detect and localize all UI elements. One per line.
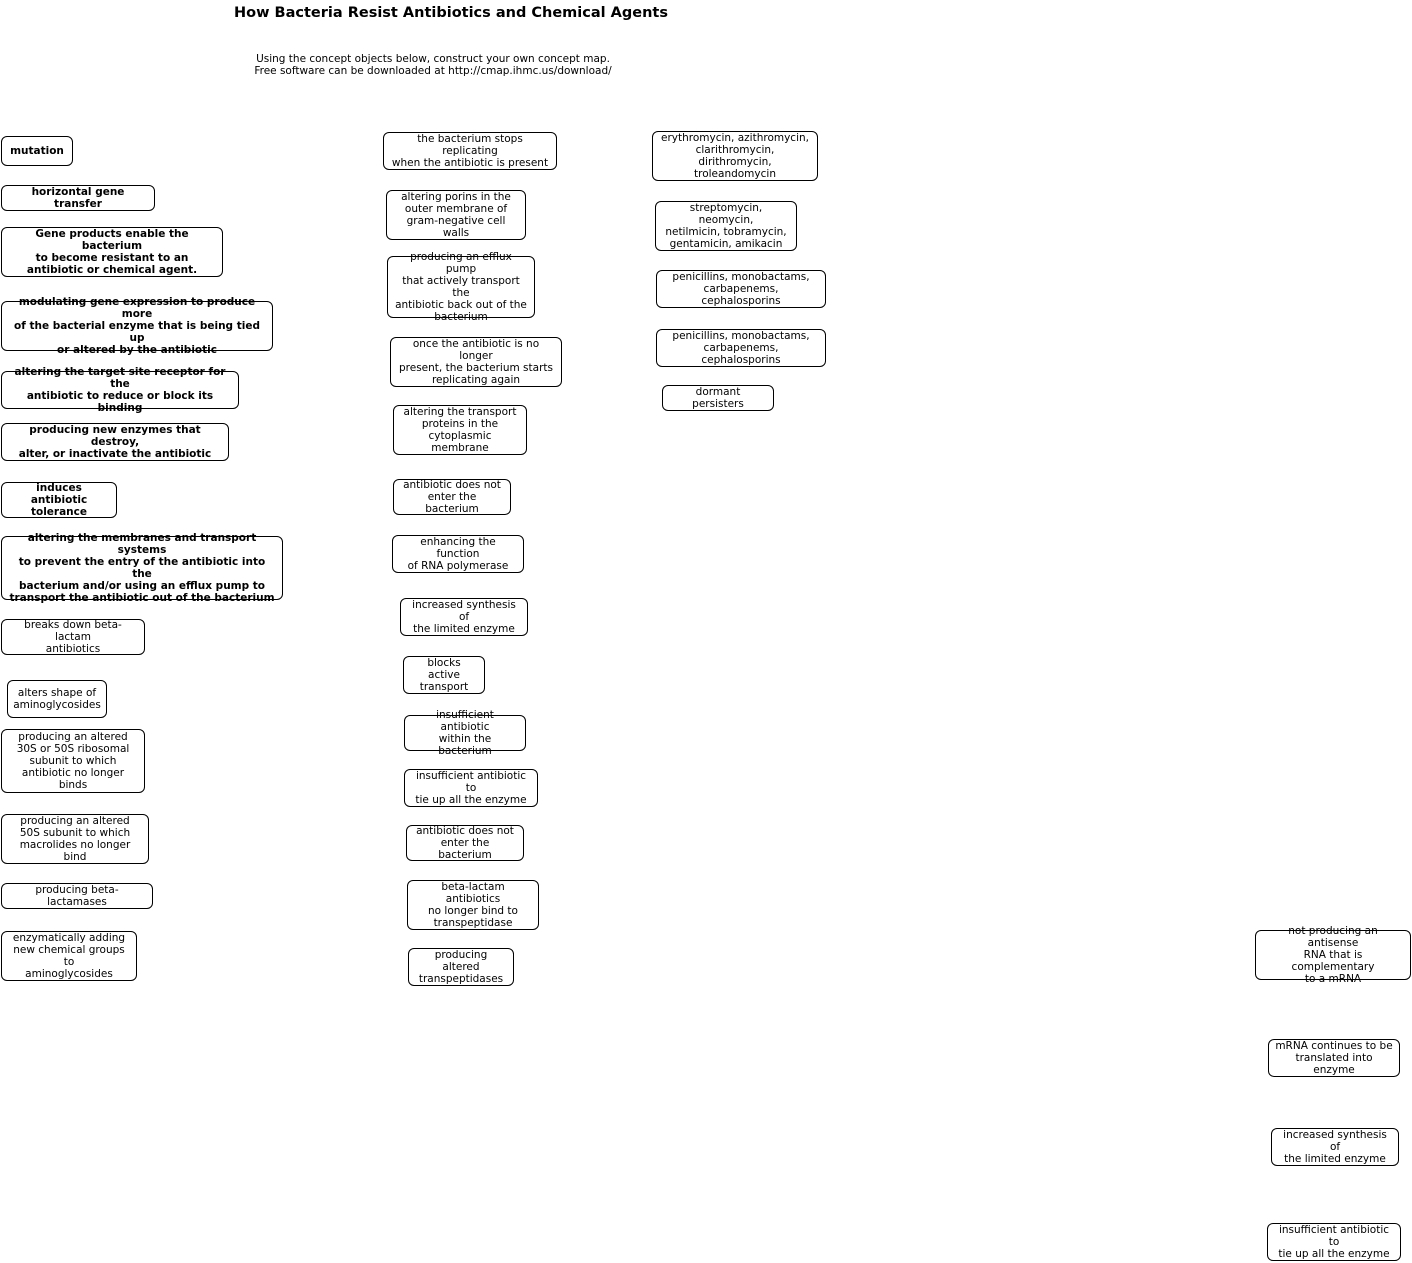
concept-node[interactable]: mutation (1, 136, 73, 166)
concept-node[interactable]: horizontal gene transfer (1, 185, 155, 211)
concept-node[interactable]: insufficient antibiotic to tie up all the enzyme (404, 769, 538, 807)
page-title: How Bacteria Resist Antibiotics and Chemical Agents (234, 5, 668, 21)
concept-node[interactable]: blocks active transport (403, 656, 485, 694)
concept-node[interactable]: producing an altered 50S subunit to which macrolides no longer bind (1, 814, 149, 864)
instructions-text: Using the concept objects below, construct your own concept map. Free software can be downloaded at http://cmap.ihmc.us/download/ (254, 53, 612, 77)
concept-node[interactable]: producing altered transpeptidases (408, 948, 514, 986)
concept-node[interactable]: once the antibiotic is no longer present, the bacterium starts replicating again (390, 337, 562, 387)
concept-node[interactable]: erythromycin, azithromycin, clarithromycin, dirithromycin, troleandomycin (652, 131, 818, 181)
concept-node[interactable]: penicillins, monobactams, carbapenems, cephalosporins (656, 270, 826, 308)
concept-node[interactable]: mRNA continues to be translated into enzyme (1268, 1039, 1400, 1077)
concept-node[interactable]: beta-lactam antibiotics no longer bind to transpeptidase (407, 880, 539, 930)
concept-node[interactable]: the bacterium stops replicating when the antibiotic is present (383, 132, 557, 170)
concept-node[interactable]: streptomycin, neomycin, netilmicin, tobramycin, gentamicin, amikacin (655, 201, 797, 251)
concept-node[interactable]: altering porins in the outer membrane of gram-negative cell walls (386, 190, 526, 240)
concept-node[interactable]: alters shape of aminoglycosides (7, 680, 107, 718)
concept-node[interactable]: increased synthesis of the limited enzyme (400, 598, 528, 636)
concept-node[interactable]: dormant persisters (662, 385, 774, 411)
concept-node[interactable]: producing an efflux pump that actively transport the antibiotic back out of the bacterium (387, 256, 535, 318)
concept-node[interactable]: antibiotic does not enter the bacterium (393, 479, 511, 515)
concept-node[interactable]: modulating gene expression to produce more of the bacterial enzyme that is being tied up or altered by the antibiotic (1, 301, 273, 351)
concept-node[interactable]: breaks down beta-lactam antibiotics (1, 619, 145, 655)
concept-node[interactable]: insufficient antibiotic to tie up all the enzyme (1267, 1223, 1401, 1261)
concept-node[interactable]: antibiotic does not enter the bacterium (406, 825, 524, 861)
concept-node[interactable]: increased synthesis of the limited enzyme (1271, 1128, 1399, 1166)
concept-node[interactable]: altering the transport proteins in the cytoplasmic membrane (393, 405, 527, 455)
concept-node[interactable]: Gene products enable the bacterium to become resistant to an antibiotic or chemical agent. (1, 227, 223, 277)
concept-node[interactable]: producing new enzymes that destroy, alter, or inactivate the antibiotic (1, 423, 229, 461)
concept-node[interactable]: altering the membranes and transport systems to prevent the entry of the antibiotic into the bacterium and/or using an efflux pump to transport the antibiotic out of the bacterium (1, 536, 283, 600)
concept-node[interactable]: altering the target site receptor for the antibiotic to reduce or block its binding (1, 371, 239, 409)
concept-node[interactable]: penicillins, monobactams, carbapenems, cephalosporins (656, 329, 826, 367)
concept-node[interactable]: not producing an antisense RNA that is complementary to a mRNA (1255, 930, 1411, 980)
concept-node[interactable]: enhancing the function of RNA polymerase (392, 535, 524, 573)
concept-node[interactable]: producing beta-lactamases (1, 883, 153, 909)
concept-node[interactable]: induces antibiotic tolerance (1, 482, 117, 518)
concept-node[interactable]: producing an altered 30S or 50S ribosomal subunit to which antibiotic no longer binds (1, 729, 145, 793)
concept-node[interactable]: enzymatically adding new chemical groups to aminoglycosides (1, 931, 137, 981)
concept-node[interactable]: insufficient antibiotic within the bacterium (404, 715, 526, 751)
